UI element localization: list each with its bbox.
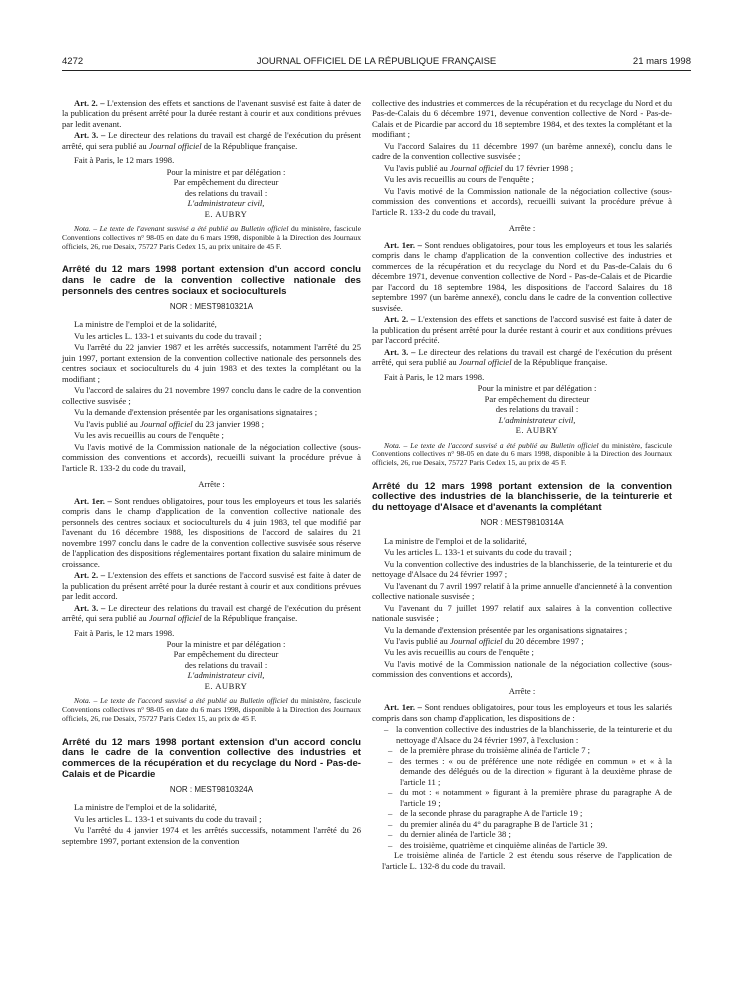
left-column xyxy=(62,98,361,847)
nota: Nota. – Le texte de l'avenant susvisé a été publié au Bulletin officiel du ministère, fascicule Conventions collectives n° 98-05 en date du 6 mars 1998, disponible à la Direction des Journaux officiels, 26, rue Desaix, 75727 Paris Cedex 15, au prix unitaire de 45 F. xyxy=(62,224,361,251)
paragraph: Vu les avis recueillis au cours de l'enquête ; xyxy=(384,647,534,658)
paragraph: Vu la demande d'extension présentée par les organisations signataires ; xyxy=(384,624,628,635)
paragraph: Art. 3. – Le directeur des relations du travail est chargé de l'exécution du présent arrêté, qui sera publié au Journal officiel de la République française. xyxy=(62,602,361,624)
list-item: – de la seconde phrase du paragraphe A de l'article 19 ; xyxy=(386,808,672,818)
paragraph: Art. 3. – Le directeur des relations du travail est chargé de l'exécution du présent arrêté, qui sera publié au Journal officiel de la République française. xyxy=(62,130,361,151)
paragraph: Vu la convention collective des industries de la blanchisserie, de la teinturerie et du nettoyage d'Alsace du 24 février 1997 ; xyxy=(372,558,672,580)
list-item: – la convention collective des industries de la blanchisserie, de la teinturerie et du nettoyage d'Alsace du 24 février 1997, à l'exclusion : xyxy=(382,724,672,745)
section-heading: Arrêté du 12 mars 1998 portant extension d'un accord conclu dans le cadre de la convention collective nationale des personnels des centres sociaux et socioculturels xyxy=(62,264,361,297)
paragraph: Vu l'arrêté du 22 janvier 1987 et les arrêtés successifs, notamment l'arrêté du 25 juin 1997, portant extension de la convention collective nationale des personnels des centres sociaux et socioculturels du 4 juin 1983 et des textes la complétant ou la modifiant ; xyxy=(62,342,361,384)
list-item: – du premier alinéa du 4° du paragraphe B de l'article 31 ; xyxy=(386,819,672,829)
nor-code: NOR : MEST9810321A xyxy=(169,301,254,311)
list-item: – des troisième, quatrième et cinquième alinéas de l'article 39. xyxy=(386,840,672,850)
paragraph: La ministre de l'emploi et de la solidarité, xyxy=(74,319,217,330)
fait-line: Fait à Paris, le 12 mars 1998. xyxy=(74,155,175,166)
arrete-label: Arrête : xyxy=(508,685,536,696)
paragraph: Vu l'arrêté du 4 janvier 1974 et les arrêtés successifs, notamment l'arrêté du 26 septembre 1997, portant extension de la convention xyxy=(62,825,361,846)
list-item: – des termes : « ou de préférence une note rédigée en commun » et « à la demande des délégués ou de la direction » figurant à la deuxième phrase de l'article 11 ; xyxy=(386,756,672,787)
paragraph: Vu l'avis publié au Journal officiel du 23 janvier 1998 ; xyxy=(74,418,265,429)
nota: Nota. – Le texte de l'accord susvisé a été publié au Bulletin officiel du ministère, fascicule Conventions collectives n° 98-05 en date du 6 mars 1998, disponible à la Direction des Journaux officiels, 26, rue Desaix, 75727 Paris Cedex 15, au prix de 45 F. xyxy=(62,696,361,723)
issue-date: 21 mars 1998 xyxy=(632,56,691,67)
paragraph: Art. 1er. – Sont rendues obligatoires, pour tous les employeurs et tous les salariés compris dans le champ d'application de la convention collective nationale des personnels des centres sociaux et socioculturels du 4 juin 1983, tel que modifié par l'avenant du 16 décembre 1988, les dispositions de l'accord de salaires du 21 novembre 1997 conclu dans le cadre de la convention collective susvisée sous réserve de l'application des dispositions réglementaires portant fixation du salaire minimum de croissance. xyxy=(62,495,361,569)
section-heading: Arrêté du 12 mars 1998 portant extension de la convention collective des industries de la blanchisserie, de la teinturerie et du nettoyage d'Alsace et d'avenants la complétant xyxy=(372,480,672,514)
arrete-label: Arrête : xyxy=(198,479,225,490)
nota: Nota. – Le texte de l'accord susvisé a été publié au Bulletin officiel du ministère, fascicule Conventions collectives n° 98-05 en date du 6 mars 1998, disponible à la Direction des Journaux officiels, 26, rue Desaix, 75727 Paris Cedex 15, au prix de 45 F. xyxy=(372,440,672,467)
page-header xyxy=(62,56,691,70)
paragraph: Art. 2. – L'extension des effets et sanctions de l'accord susvisé est faite à dater de la publication du présent arrêté pour la durée restant à courir et aux conditions prévues par l'accord précité. xyxy=(372,314,672,346)
paragraph: Vu l'avis publié au Journal officiel du 17 février 1998 ; xyxy=(384,162,574,173)
exclusion-list xyxy=(372,724,672,745)
list-item: – de la première phrase du troisième alinéa de l'article 7 ; xyxy=(386,745,672,755)
paragraph: Le troisième alinéa de l'article 2 est étendu sous réserve de l'application de l'article L. 132-8 du code du travail. xyxy=(382,850,672,871)
paragraph: Art. 3. – Le directeur des relations du travail est chargé de l'exécution du présent arrêté, qui sera publié au Journal officiel de la République française. xyxy=(372,346,673,368)
fait-line: Fait à Paris, le 12 mars 1998. xyxy=(74,627,175,638)
paragraph: Vu les articles L. 133-1 et suivants du code du travail ; xyxy=(74,813,262,824)
paragraph: Art. 1er. – Sont rendues obligatoires, pour tous les employeurs et tous les salariés compris dans le champ d'application de la convention collective des industries et commerces de la récupération et du recyclage du Nord et du Pas-de-Calais du 6 décembre 1971, devenue convention collective de Nord - Pas-de-Calais et de Picardie par l'accord du 18 septembre 1984, les dispositions de l'accord Salaires du 18 septembre 1997 (un barème annexé), conclu dans le cadre de la convention collective susvisée. xyxy=(372,239,672,313)
section-heading: Arrêté du 12 mars 1998 portant extension d'un accord conclu dans le cadre de la convention collective des industries et commerces de la récupération et du recyclage du Nord - Pas-de-Calais et de Picardie xyxy=(62,736,361,780)
header-rule xyxy=(62,70,691,71)
paragraph: Art. 1er. – Sont rendues obligatoires, pour tous les employeurs et tous les salariés compris dans son champ d'application, les dispositions de : xyxy=(372,702,672,723)
paragraph: La ministre de l'emploi et de la solidarité, xyxy=(384,535,527,546)
nor-code: NOR : MEST9810314A xyxy=(480,517,564,527)
nor-code: NOR : MEST9810324A xyxy=(169,784,254,794)
paragraph: Vu l'avis motivé de la Commission nationale de la négociation collective (sous-commission des conventions et accords), recueilli suivant la procédure prévue à l'article R. 133-2 du code du travail, xyxy=(62,441,361,473)
paragraph: Art. 2. – L'extension des effets et sanctions de l'avenant susvisé est faite à dater de la publication du présent arrêté pour la durée restant à courir et aux conditions prévues par ledit avenant. xyxy=(62,98,361,129)
paragraph: Vu l'avis motivé de la Commission nationale de la négociation collective (sous-commission des conventions et accords), recueilli suivant la procédure prévue à l'article R. 133-2 du code du travail, xyxy=(372,185,672,217)
paragraph: Vu l'avenant du 7 avril 1997 relatif à la prime annuelle d'ancienneté à la convention collective nationale susvisée ; xyxy=(372,580,672,602)
paragraph: collective des industries et commerces de la récupération et du recyclage du Nord et du Pas-de-Calais du 6 décembre 1971, devenue convention collective de Nord - Pas-de-Calais et de Picardie par accord du 18 septembre 1984, et des textes la complétant et la modifiant ; xyxy=(372,98,672,140)
paragraph: Vu les avis recueillis au cours de l'enquête ; xyxy=(74,430,224,441)
arrete-label: Arrête : xyxy=(508,223,536,234)
paragraph: Vu l'avis motivé de la Commission nationale de la négociation collective (sous-commission des conventions et accords), xyxy=(372,658,672,680)
signature-block: Pour la ministre et par délégation : Par empêchement du directeur des relations du travail : L'administrateur civil, E. AUBRY xyxy=(477,383,597,436)
paragraph: Vu la demande d'extension présentée par les organisations signataires ; xyxy=(74,407,318,418)
paragraph: Art. 2. – L'extension des effets et sanctions de l'accord susvisé est faite à dater de la publication du présent arrêté pour la durée restant à courir et aux conditions prévues par ledit accord. xyxy=(62,570,362,602)
right-column xyxy=(372,98,672,872)
exclusion-sublist xyxy=(372,745,672,850)
journal-title: JOURNAL OFFICIEL DE LA RÉPUBLIQUE FRANÇAISE xyxy=(256,56,497,67)
list-item: – du dernier alinéa de l'article 38 ; xyxy=(386,829,672,839)
fait-line: Fait à Paris, le 12 mars 1998. xyxy=(384,371,485,382)
paragraph: Vu l'accord de salaires du 21 novembre 1997 conclu dans le cadre de la convention collective susvisée ; xyxy=(62,385,361,406)
paragraph: Vu l'avenant du 7 juillet 1997 relatif aux salaires à la convention collective nationale susvisée ; xyxy=(372,602,672,624)
paragraph: Vu l'accord Salaires du 11 décembre 1997 (un barème annexé), conclu dans le cadre de la convention collective susvisée ; xyxy=(372,140,672,162)
paragraph: Vu l'avis publié au Journal officiel du 20 décembre 1997 ; xyxy=(384,636,584,646)
list-item: – du mot : « notamment » figurant à la première phrase du paragraphe A de l'article 19 ; xyxy=(386,787,672,808)
signature-block: Pour la ministre et par délégation : Par empêchement du directeur des relations du travail : L'administrateur civil, E. AUBRY xyxy=(166,166,286,219)
paragraph: Vu les articles L. 133-1 et suivants du code du travail ; xyxy=(384,547,572,558)
paragraph: Vu les avis recueillis au cours de l'enquête ; xyxy=(384,174,534,185)
paragraph: La ministre de l'emploi et de la solidarité, xyxy=(74,802,217,813)
page-number: 4272 xyxy=(62,56,84,67)
signature-block: Pour la ministre et par délégation : Par empêchement du directeur des relations du travail : L'administrateur civil, E. AUBRY xyxy=(166,639,286,691)
paragraph: Vu les articles L. 133-1 et suivants du code du travail ; xyxy=(74,330,262,341)
